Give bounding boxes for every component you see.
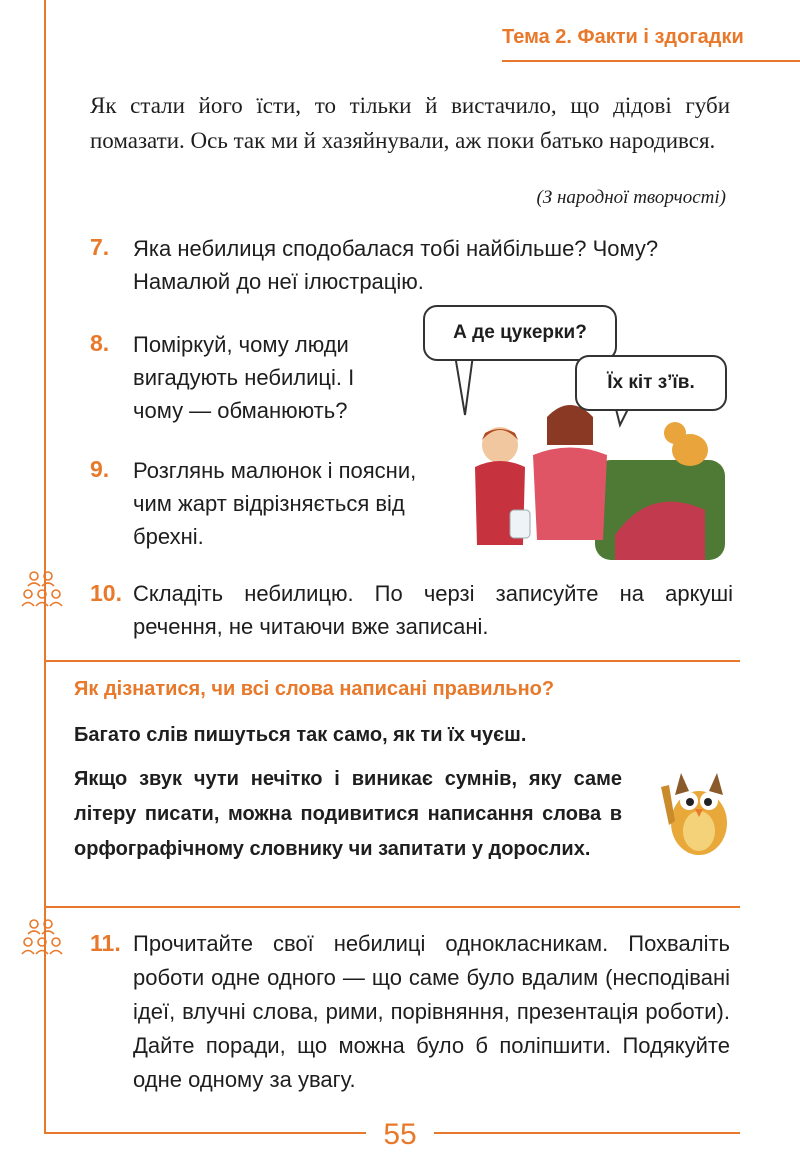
speech-bubble-girl: Їх кіт з’їв. — [575, 355, 727, 411]
footer-line-right — [434, 1132, 740, 1134]
task-8-number: 8. — [90, 330, 110, 356]
page-header-title: Тема 2. Факти і здогадки — [502, 26, 744, 48]
task-11-text: Прочитайте свої небилиці однокласникам. Похваліть роботи одне одного — що саме було вдалим (несподівані ідеї, влучні слова, рими, порівняння, презентація роботи). Дайте поради, що можна було б поліпшити. Подякуйте одне одному за увагу. — [133, 931, 730, 1092]
task-11-number: 11. — [90, 930, 121, 956]
task-10-text: Складіть небилицю. По черзі записуйте на аркуші речення, не читаючи вже записані. — [133, 581, 733, 639]
task-7-number: 7. — [90, 234, 110, 260]
group-work-icon — [20, 918, 68, 965]
rule-heading: Як дізнатися, чи всі слова написані правильно? — [74, 678, 555, 700]
story-source: (З народної творчості) — [536, 187, 726, 208]
speech-bubble-boy: А де цукерки? — [423, 305, 617, 361]
task-10-number: 10. — [90, 580, 122, 606]
rule-top-line — [44, 660, 740, 662]
header-underline — [502, 60, 800, 62]
rule-bottom-line — [44, 906, 740, 908]
story-text: Як стали його їсти, то тільки й вистачило, що дідові губи помазати. Ось так ми й хазяйнували, аж поки батько народився. — [90, 93, 730, 153]
task-8-text: Поміркуй, чому люди вигадують небилиці. І чому — обманюють? — [133, 332, 355, 423]
illustration — [415, 305, 730, 565]
page-number: 55 — [383, 1118, 417, 1151]
task-9-number: 9. — [90, 456, 110, 482]
footer-line-left — [44, 1132, 366, 1134]
task-7-text: Яка небилиця сподобалася тобі найбільше? Чому? Намалюй до неї ілюстрацію. — [133, 236, 659, 294]
owl-icon — [655, 765, 735, 865]
rule-paragraph-2: Якщо звук чути нечітко і виникає сумнів, яку саме літеру писати, можна подивитися написання слова в орфографічному словнику чи запитати у дорослих. — [74, 768, 622, 860]
task-9-text: Розглянь малюнок і поясни, чим жарт відрізняється від брехні. — [133, 458, 417, 549]
group-work-icon — [20, 570, 68, 617]
rule-paragraph-1: Багато слів пишуться так само, як ти їх чуєш. — [74, 724, 527, 746]
